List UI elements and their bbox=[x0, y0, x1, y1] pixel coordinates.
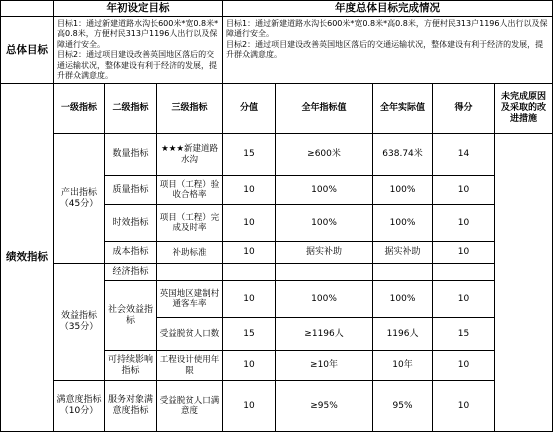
r1-actual: 638.74米 bbox=[373, 134, 433, 176]
r9-l3: 受益脱贫人口满意度 bbox=[157, 381, 223, 432]
r4-value: 10 bbox=[223, 242, 276, 264]
r5-score bbox=[433, 264, 495, 281]
r4-l3: 补助标准 bbox=[157, 242, 223, 264]
r7-score: 15 bbox=[433, 318, 495, 351]
r4-l2: 成本指标 bbox=[105, 242, 157, 264]
r1-l3: ★★★新建道路水沟 bbox=[157, 134, 223, 176]
r9-value: 10 bbox=[223, 381, 276, 432]
col-actual-value: 全年实际值 bbox=[373, 84, 433, 134]
r3-score: 10 bbox=[433, 205, 495, 242]
r8-l3: 工程设计使用年限 bbox=[157, 351, 223, 381]
col-reason: 未完成原因及采取的改进措施 bbox=[495, 84, 553, 134]
col-score: 得分 bbox=[433, 84, 495, 134]
r4-score: 10 bbox=[433, 242, 495, 264]
r2-target: 100% bbox=[276, 176, 373, 205]
group-satisfaction: 满意度指标 （10分） bbox=[54, 381, 105, 432]
r2-actual: 100% bbox=[373, 176, 433, 205]
r1-score: 14 bbox=[433, 134, 495, 176]
r2-value: 10 bbox=[223, 176, 276, 205]
r5-l2: 经济指标 bbox=[105, 264, 157, 281]
r6-l3: 英国地区建制村通客车率 bbox=[157, 281, 223, 318]
r6-actual: 100% bbox=[373, 281, 433, 318]
r8-value: 10 bbox=[223, 351, 276, 381]
perf-indicator-label: 绩效指标 bbox=[1, 84, 54, 432]
r2-l2: 质量指标 bbox=[105, 176, 157, 205]
r1-l2: 数量指标 bbox=[105, 134, 157, 176]
overall-goal-label: 总体目标 bbox=[1, 17, 54, 84]
r3-l2: 时效指标 bbox=[105, 205, 157, 242]
r7-l3: 受益脱贫人口数 bbox=[157, 318, 223, 351]
r9-l2: 服务对象满意度指标 bbox=[105, 381, 157, 432]
r5-value bbox=[223, 264, 276, 281]
r3-target: 100% bbox=[276, 205, 373, 242]
r1-target: ≥600米 bbox=[276, 134, 373, 176]
r9-score: 10 bbox=[433, 381, 495, 432]
r2-l3: 项目（工程）验收合格率 bbox=[157, 176, 223, 205]
r3-actual: 100% bbox=[373, 205, 433, 242]
r8-actual: 10年 bbox=[373, 351, 433, 381]
initial-goal-header: 年初设定目标 bbox=[54, 1, 223, 17]
r6-target: 100% bbox=[276, 281, 373, 318]
r3-l3: 项目（工程）完成及时率 bbox=[157, 205, 223, 242]
r7-target: ≥1196人 bbox=[276, 318, 373, 351]
reason-cell bbox=[495, 134, 553, 432]
r1-value: 15 bbox=[223, 134, 276, 176]
r6-value: 10 bbox=[223, 281, 276, 318]
r5-l3 bbox=[157, 264, 223, 281]
r5-target bbox=[276, 264, 373, 281]
r8-target: ≥10年 bbox=[276, 351, 373, 381]
r8-l2: 可持续影响指标 bbox=[105, 351, 157, 381]
r9-target: ≥95% bbox=[276, 381, 373, 432]
initial-goal-text: 目标1：通过新建道路水沟长600米*宽0.8米*高0.8米，方便村民313户1196人出行以及保障通行安全。 目标2：通过项目建设改善英国地区落后的交通运输状况，整体建设有利于经济的发展，提升群众满意度。 bbox=[54, 17, 223, 84]
r4-target: 据实补助 bbox=[276, 242, 373, 264]
annual-goal-header: 年度总体目标完成情况 bbox=[223, 1, 553, 17]
col-level3: 三级指标 bbox=[157, 84, 223, 134]
r6-score: 10 bbox=[433, 281, 495, 318]
r7-actual: 1196人 bbox=[373, 318, 433, 351]
r6-l2: 社会效益指标 bbox=[105, 281, 157, 351]
r3-value: 10 bbox=[223, 205, 276, 242]
r7-value: 15 bbox=[223, 318, 276, 351]
group-benefit: 效益指标 （35分） bbox=[54, 264, 105, 381]
r5-actual bbox=[373, 264, 433, 281]
col-level2: 二级指标 bbox=[105, 84, 157, 134]
header-empty bbox=[1, 1, 54, 17]
table-row bbox=[1, 264, 553, 281]
col-score-value: 分值 bbox=[223, 84, 276, 134]
annual-goal-text: 目标1：通过新建道路水沟长600米*宽0.8米*高0.8米，方便村民313户1196人出行以及保障通行安全。 目标2：通过项目建设改善英国地区落后的交通运输状况，整体建设有利于经济的发展，提升群众满意度。 bbox=[223, 17, 553, 84]
table-row bbox=[1, 381, 553, 432]
r2-score: 10 bbox=[433, 176, 495, 205]
group-output: 产出指标 （45分） bbox=[54, 134, 105, 264]
table-row bbox=[1, 134, 553, 176]
col-level1: 一级指标 bbox=[54, 84, 105, 134]
r9-actual: 95% bbox=[373, 381, 433, 432]
r8-score: 10 bbox=[433, 351, 495, 381]
col-target-value: 全年指标值 bbox=[276, 84, 373, 134]
r4-actual: 据实补助 bbox=[373, 242, 433, 264]
